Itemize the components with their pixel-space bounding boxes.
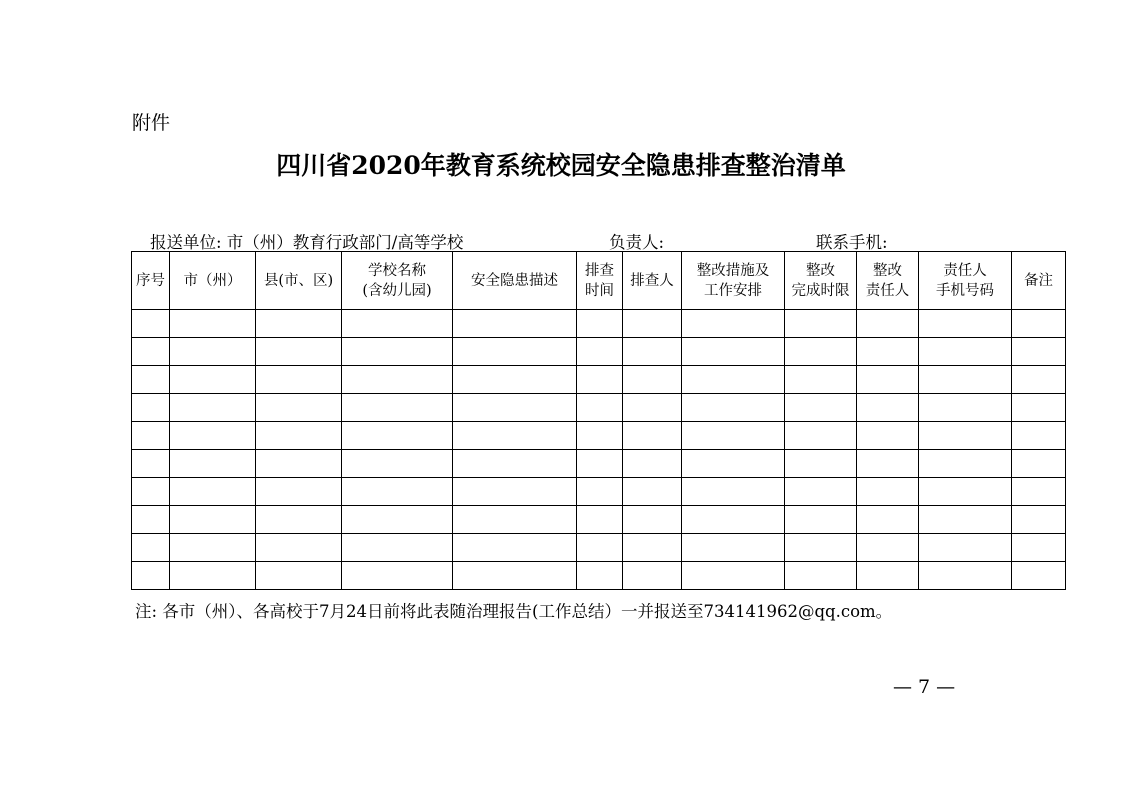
table-cell[interactable] bbox=[342, 310, 453, 338]
header-city: 市（州） bbox=[170, 252, 256, 310]
table-cell[interactable] bbox=[170, 422, 256, 450]
table-cell[interactable] bbox=[132, 450, 170, 478]
table-cell[interactable] bbox=[857, 422, 919, 450]
table-cell[interactable] bbox=[682, 562, 785, 590]
table-cell[interactable] bbox=[453, 366, 577, 394]
table-cell[interactable] bbox=[453, 394, 577, 422]
table-cell[interactable] bbox=[453, 534, 577, 562]
table-cell[interactable] bbox=[170, 562, 256, 590]
table-cell[interactable] bbox=[1012, 338, 1066, 366]
table-header-row bbox=[132, 252, 1066, 310]
table-cell[interactable] bbox=[342, 394, 453, 422]
table-cell[interactable] bbox=[577, 450, 623, 478]
submission-note: 注: 各市（州）、各高校于7月24日前将此表随治理报告(工作总结）一并报送至734141962@qq.com。 bbox=[135, 602, 893, 621]
table-cell[interactable] bbox=[857, 366, 919, 394]
table-cell[interactable] bbox=[623, 310, 682, 338]
table-row bbox=[132, 394, 1066, 422]
table-row bbox=[132, 506, 1066, 534]
table-cell[interactable] bbox=[623, 450, 682, 478]
table-cell[interactable] bbox=[256, 310, 342, 338]
table-cell[interactable] bbox=[132, 506, 170, 534]
table-cell[interactable] bbox=[342, 422, 453, 450]
table-cell[interactable] bbox=[857, 534, 919, 562]
table-cell[interactable] bbox=[170, 310, 256, 338]
header-owner-phone: 责任人 手机号码 bbox=[919, 252, 1012, 310]
table-cell[interactable] bbox=[623, 534, 682, 562]
table-cell[interactable] bbox=[682, 338, 785, 366]
table-cell[interactable] bbox=[170, 394, 256, 422]
table-cell[interactable] bbox=[682, 534, 785, 562]
header-deadline: 整改 完成时限 bbox=[785, 252, 857, 310]
table-cell[interactable] bbox=[342, 450, 453, 478]
table-cell[interactable] bbox=[170, 366, 256, 394]
table-cell[interactable] bbox=[342, 366, 453, 394]
table-cell[interactable] bbox=[342, 338, 453, 366]
responsible-person-label: 负责人: bbox=[609, 233, 665, 252]
table-cell[interactable] bbox=[682, 422, 785, 450]
table-cell[interactable] bbox=[577, 478, 623, 506]
table-cell[interactable] bbox=[453, 422, 577, 450]
table-cell[interactable] bbox=[577, 366, 623, 394]
table-cell[interactable] bbox=[170, 338, 256, 366]
table-cell[interactable] bbox=[453, 310, 577, 338]
table-cell[interactable] bbox=[785, 506, 857, 534]
table-cell[interactable] bbox=[623, 422, 682, 450]
header-inspection-time: 排查 时间 bbox=[577, 252, 623, 310]
table-cell[interactable] bbox=[342, 534, 453, 562]
table-cell[interactable] bbox=[132, 310, 170, 338]
table-cell[interactable] bbox=[256, 478, 342, 506]
table-cell[interactable] bbox=[577, 394, 623, 422]
table-cell[interactable] bbox=[256, 562, 342, 590]
table-row bbox=[132, 478, 1066, 506]
table-cell[interactable] bbox=[623, 394, 682, 422]
table-cell[interactable] bbox=[857, 506, 919, 534]
table-cell[interactable] bbox=[623, 478, 682, 506]
document-title: 四川省2020年教育系统校园安全隐患排查整治清单 bbox=[276, 151, 846, 180]
table-cell[interactable] bbox=[256, 394, 342, 422]
header-rectification-owner: 整改 责任人 bbox=[857, 252, 919, 310]
header-school-name: 学校名称 (含幼儿园) bbox=[342, 252, 453, 310]
table-cell[interactable] bbox=[785, 562, 857, 590]
table-cell[interactable] bbox=[1012, 478, 1066, 506]
table-cell[interactable] bbox=[919, 422, 1012, 450]
table-row bbox=[132, 534, 1066, 562]
hazard-list-table bbox=[131, 251, 1066, 590]
table-cell[interactable] bbox=[256, 534, 342, 562]
table-cell[interactable] bbox=[857, 562, 919, 590]
table-cell[interactable] bbox=[577, 338, 623, 366]
table-cell[interactable] bbox=[256, 338, 342, 366]
table-cell[interactable] bbox=[1012, 450, 1066, 478]
table-cell[interactable] bbox=[1012, 562, 1066, 590]
attachment-label: 附件 bbox=[132, 112, 171, 134]
table-cell[interactable] bbox=[577, 422, 623, 450]
table-cell[interactable] bbox=[342, 562, 453, 590]
table-cell[interactable] bbox=[453, 450, 577, 478]
table-cell[interactable] bbox=[342, 478, 453, 506]
table-cell[interactable] bbox=[785, 366, 857, 394]
table-cell[interactable] bbox=[256, 450, 342, 478]
table-cell[interactable] bbox=[919, 338, 1012, 366]
table-row bbox=[132, 338, 1066, 366]
table-row bbox=[132, 562, 1066, 590]
table-cell[interactable] bbox=[682, 310, 785, 338]
table-cell[interactable] bbox=[785, 478, 857, 506]
table-cell[interactable] bbox=[1012, 310, 1066, 338]
table-cell[interactable] bbox=[857, 450, 919, 478]
table-row bbox=[132, 310, 1066, 338]
table-cell[interactable] bbox=[577, 310, 623, 338]
table-cell[interactable] bbox=[623, 562, 682, 590]
table-cell[interactable] bbox=[170, 450, 256, 478]
table-cell[interactable] bbox=[1012, 534, 1066, 562]
table-cell[interactable] bbox=[453, 478, 577, 506]
table-cell[interactable] bbox=[623, 338, 682, 366]
table-cell[interactable] bbox=[785, 310, 857, 338]
table-cell[interactable] bbox=[682, 478, 785, 506]
table-cell[interactable] bbox=[623, 506, 682, 534]
table-cell[interactable] bbox=[857, 338, 919, 366]
table-cell[interactable] bbox=[785, 338, 857, 366]
table-cell[interactable] bbox=[132, 422, 170, 450]
contact-phone-label: 联系手机: bbox=[816, 233, 888, 252]
table-cell[interactable] bbox=[919, 310, 1012, 338]
table-cell[interactable] bbox=[577, 506, 623, 534]
table-cell[interactable] bbox=[170, 478, 256, 506]
table-cell[interactable] bbox=[682, 450, 785, 478]
table-cell[interactable] bbox=[577, 534, 623, 562]
table-cell[interactable] bbox=[785, 422, 857, 450]
header-hazard-description: 安全隐患描述 bbox=[453, 252, 577, 310]
table-cell[interactable] bbox=[132, 534, 170, 562]
table-cell[interactable] bbox=[256, 506, 342, 534]
table-cell[interactable] bbox=[919, 478, 1012, 506]
table-cell[interactable] bbox=[1012, 394, 1066, 422]
table-cell[interactable] bbox=[256, 422, 342, 450]
table-cell[interactable] bbox=[785, 450, 857, 478]
table-cell[interactable] bbox=[132, 394, 170, 422]
header-inspector: 排查人 bbox=[623, 252, 682, 310]
table-cell[interactable] bbox=[857, 478, 919, 506]
table-cell[interactable] bbox=[1012, 422, 1066, 450]
table-cell[interactable] bbox=[682, 506, 785, 534]
table-cell[interactable] bbox=[132, 562, 170, 590]
table-cell[interactable] bbox=[132, 366, 170, 394]
table-cell[interactable] bbox=[453, 562, 577, 590]
table-row bbox=[132, 450, 1066, 478]
table-cell[interactable] bbox=[132, 338, 170, 366]
header-rectification-measures: 整改措施及 工作安排 bbox=[682, 252, 785, 310]
table-cell[interactable] bbox=[170, 534, 256, 562]
table-cell[interactable] bbox=[682, 394, 785, 422]
table-cell[interactable] bbox=[919, 562, 1012, 590]
table-cell[interactable] bbox=[919, 394, 1012, 422]
table-cell[interactable] bbox=[1012, 366, 1066, 394]
table-cell[interactable] bbox=[857, 394, 919, 422]
table-cell[interactable] bbox=[453, 506, 577, 534]
table-cell[interactable] bbox=[919, 506, 1012, 534]
page-number: — 7 — bbox=[893, 676, 956, 698]
table-cell[interactable] bbox=[785, 534, 857, 562]
table-cell[interactable] bbox=[919, 366, 1012, 394]
table-cell[interactable] bbox=[623, 366, 682, 394]
table-cell[interactable] bbox=[919, 534, 1012, 562]
table-cell[interactable] bbox=[577, 562, 623, 590]
table-cell[interactable] bbox=[342, 506, 453, 534]
table-cell[interactable] bbox=[453, 338, 577, 366]
table-cell[interactable] bbox=[785, 394, 857, 422]
header-remarks: 备注 bbox=[1012, 252, 1066, 310]
header-county: 县(市、区) bbox=[256, 252, 342, 310]
table-cell[interactable] bbox=[857, 310, 919, 338]
table-row bbox=[132, 366, 1066, 394]
table-cell[interactable] bbox=[132, 478, 170, 506]
table-cell[interactable] bbox=[1012, 506, 1066, 534]
reporting-unit-label: 报送单位: 市（州）教育行政部门/高等学校 bbox=[150, 233, 464, 252]
table-cell[interactable] bbox=[682, 366, 785, 394]
table-cell[interactable] bbox=[919, 450, 1012, 478]
table-row bbox=[132, 422, 1066, 450]
table-cell[interactable] bbox=[170, 506, 256, 534]
table-cell[interactable] bbox=[256, 366, 342, 394]
header-serial-number: 序号 bbox=[132, 252, 170, 310]
